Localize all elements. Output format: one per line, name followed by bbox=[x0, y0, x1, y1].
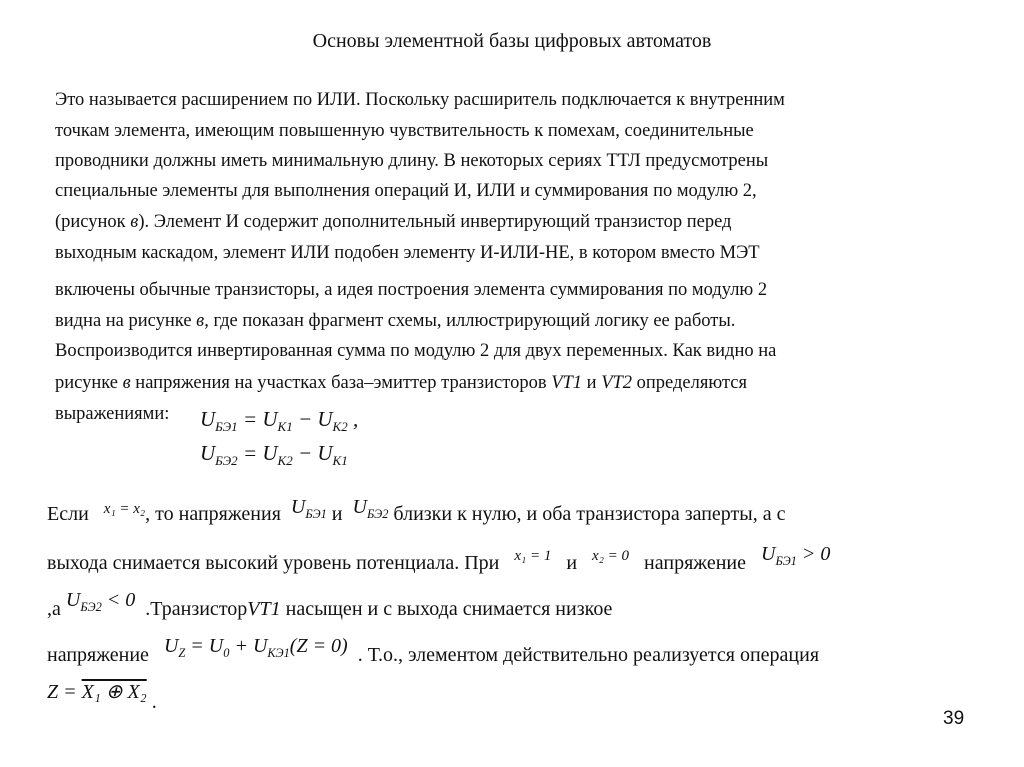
text-line: видна на рисунке в, где показан фрагмент схемы, иллюстрирующий логику ее работы. bbox=[55, 311, 736, 331]
text-line: рисунке в напряжения на участках база–эмиттер транзисторов VT1 и VT2 определяются bbox=[55, 373, 747, 393]
equation-1: $U_{БЭ1} = U_{К1} - U_{К2}$ , bbox=[200, 407, 359, 435]
text-line: Воспроизводится инвертированная сумма по модулю 2 для двух переменных. Как видно на bbox=[55, 341, 777, 361]
text-line: ,а $U_{БЭ2} < 0$ .ТранзисторVT1 насыщен и с выхода снимается низкое bbox=[47, 589, 613, 620]
equation-2: $U_{БЭ2} = U_{К2} - U_{К1}$ bbox=[200, 441, 348, 469]
text-line: выражениями: bbox=[55, 404, 170, 424]
text-line: (рисунок в). Элемент И содержит дополнительный инвертирующий транзистор перед bbox=[55, 212, 732, 232]
text-line: включены обычные транзисторы, а идея построения элемента суммирования по модулю 2 bbox=[55, 280, 768, 300]
slide-title: Основы элементной базы цифровых автоматов bbox=[312, 30, 712, 52]
formula-xnor: Z = X₁ ⊕ X₂ . bbox=[47, 681, 157, 713]
page-number: 39 bbox=[943, 708, 965, 729]
text-line: выхода снимается высокий уровень потенциала. При $^{x_1 = 1}$ и $^{x_2 = 0}$ напряжение $U_{БЭ1} > 0$ bbox=[47, 543, 831, 574]
text-line: специальные элементы для выполнения операций И, ИЛИ и суммирования по модулю 2, bbox=[55, 181, 757, 201]
text-line: напряжение $U_Z = U_0 + U_{КЭ1}(Z = 0)$ . Т.о., элементом действительно реализуется операция bbox=[47, 635, 820, 666]
text-line: выходным каскадом, элемент ИЛИ подобен элементу И-ИЛИ-НЕ, в котором вместо МЭТ bbox=[55, 243, 760, 263]
text-line: проводники должны иметь минимальную длину. В некоторых сериях ТТЛ предусмотрены bbox=[55, 151, 769, 171]
text-line: точкам элемента, имеющим повышенную чувствительность к помехам, соединительные bbox=[55, 121, 754, 141]
text-line: Это называется расширением по ИЛИ. Поскольку расширитель подключается к внутренним bbox=[55, 90, 785, 110]
text-line: Если $^{x_1 = x_2}$, то напряжения $U_{БЭ1}$ и $U_{БЭ2}$ близки к нулю, и оба транзистора заперты, а с bbox=[47, 496, 786, 525]
